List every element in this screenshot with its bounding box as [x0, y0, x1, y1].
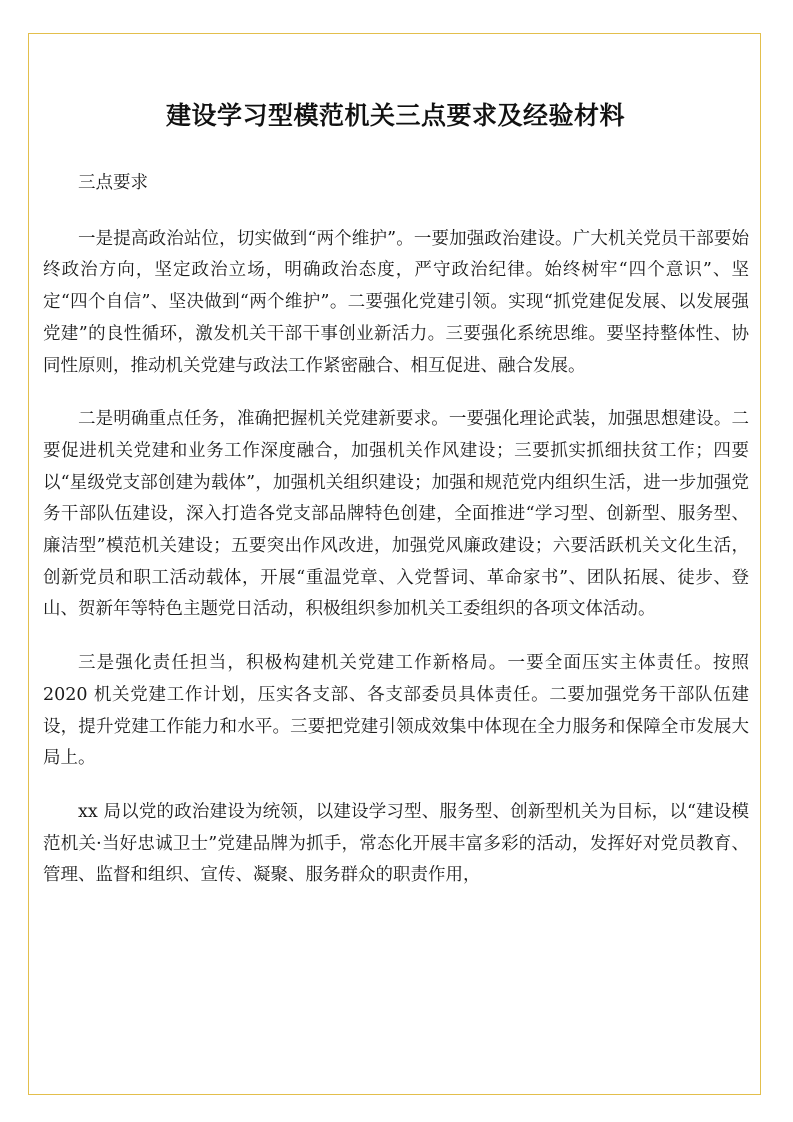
paragraph-4: xx 局以党的政治建设为统领，以建设学习型、服务型、创新型机关为目标，以“建设模范机关·当好忠诚卫士”党建品牌为抓手，常态化开展丰富多彩的活动，发挥好对党员教育、管理、监督和组织、宣传、凝聚、服务群众的职责作用，: [43, 801, 749, 886]
paragraph-2: 二是明确重点任务，准确把握机关党建新要求。一要强化理论武装，加强思想建设。二要促进机关党建和业务工作深度融合，加强机关作风建设；三要抓实抓细扶贫工作；四要以“星级党支部创建为载体”，加强机关组织建设；加强和规范党内组织生活，进一步加强党务干部队伍建设，深入打造各党支部品牌特色创建，全面推进“学习型、创新型、服务型、廉洁型”模范机关建设；五要突出作风改进，加强党风廉政建设；六要活跃机关文化生活，创新党员和职工活动载体，开展“重温党章、入党誓词、革命家书”、团队拓展、徒步、登山、贺新年等特色主题党日活动，积极组织参加机关工委组织的各项文体活动。: [43, 409, 749, 620]
document-title: 建设学习型模范机关三点要求及经验材料: [165, 101, 625, 130]
paragraph-3: 三是强化责任担当，积极构建机关党建工作新格局。一要全面压实主体责任。按照 2020 机关党建工作计划，压实各支部、各支部委员具体责任。二要加强党务干部队伍建设，提升党建工作能力和水平。三要把党建引领成效集中体现在全力服务和保障全市发展大局上。: [43, 653, 749, 769]
section-heading: 三点要求: [78, 173, 148, 193]
document-body: [43, 168, 749, 914]
paragraph-1: 一是提高政治站位，切实做到“两个维护”。一要加强政治建设。广大机关党员干部要始终政治方向，坚定政治立场，明确政治态度，严守政治纪律。始终树牢“四个意识”、坚定“四个自信”、坚决做到“两个维护”。二要强化党建引领。实现“抓党建促发展、以发展强党建”的良性循环，激发机关干部干事创业新活力。三要强化系统思维。要坚持整体性、协同性原则，推动机关党建与政法工作紧密融合、相互促进、融合发展。: [43, 228, 749, 376]
page-frame: [28, 33, 761, 1095]
